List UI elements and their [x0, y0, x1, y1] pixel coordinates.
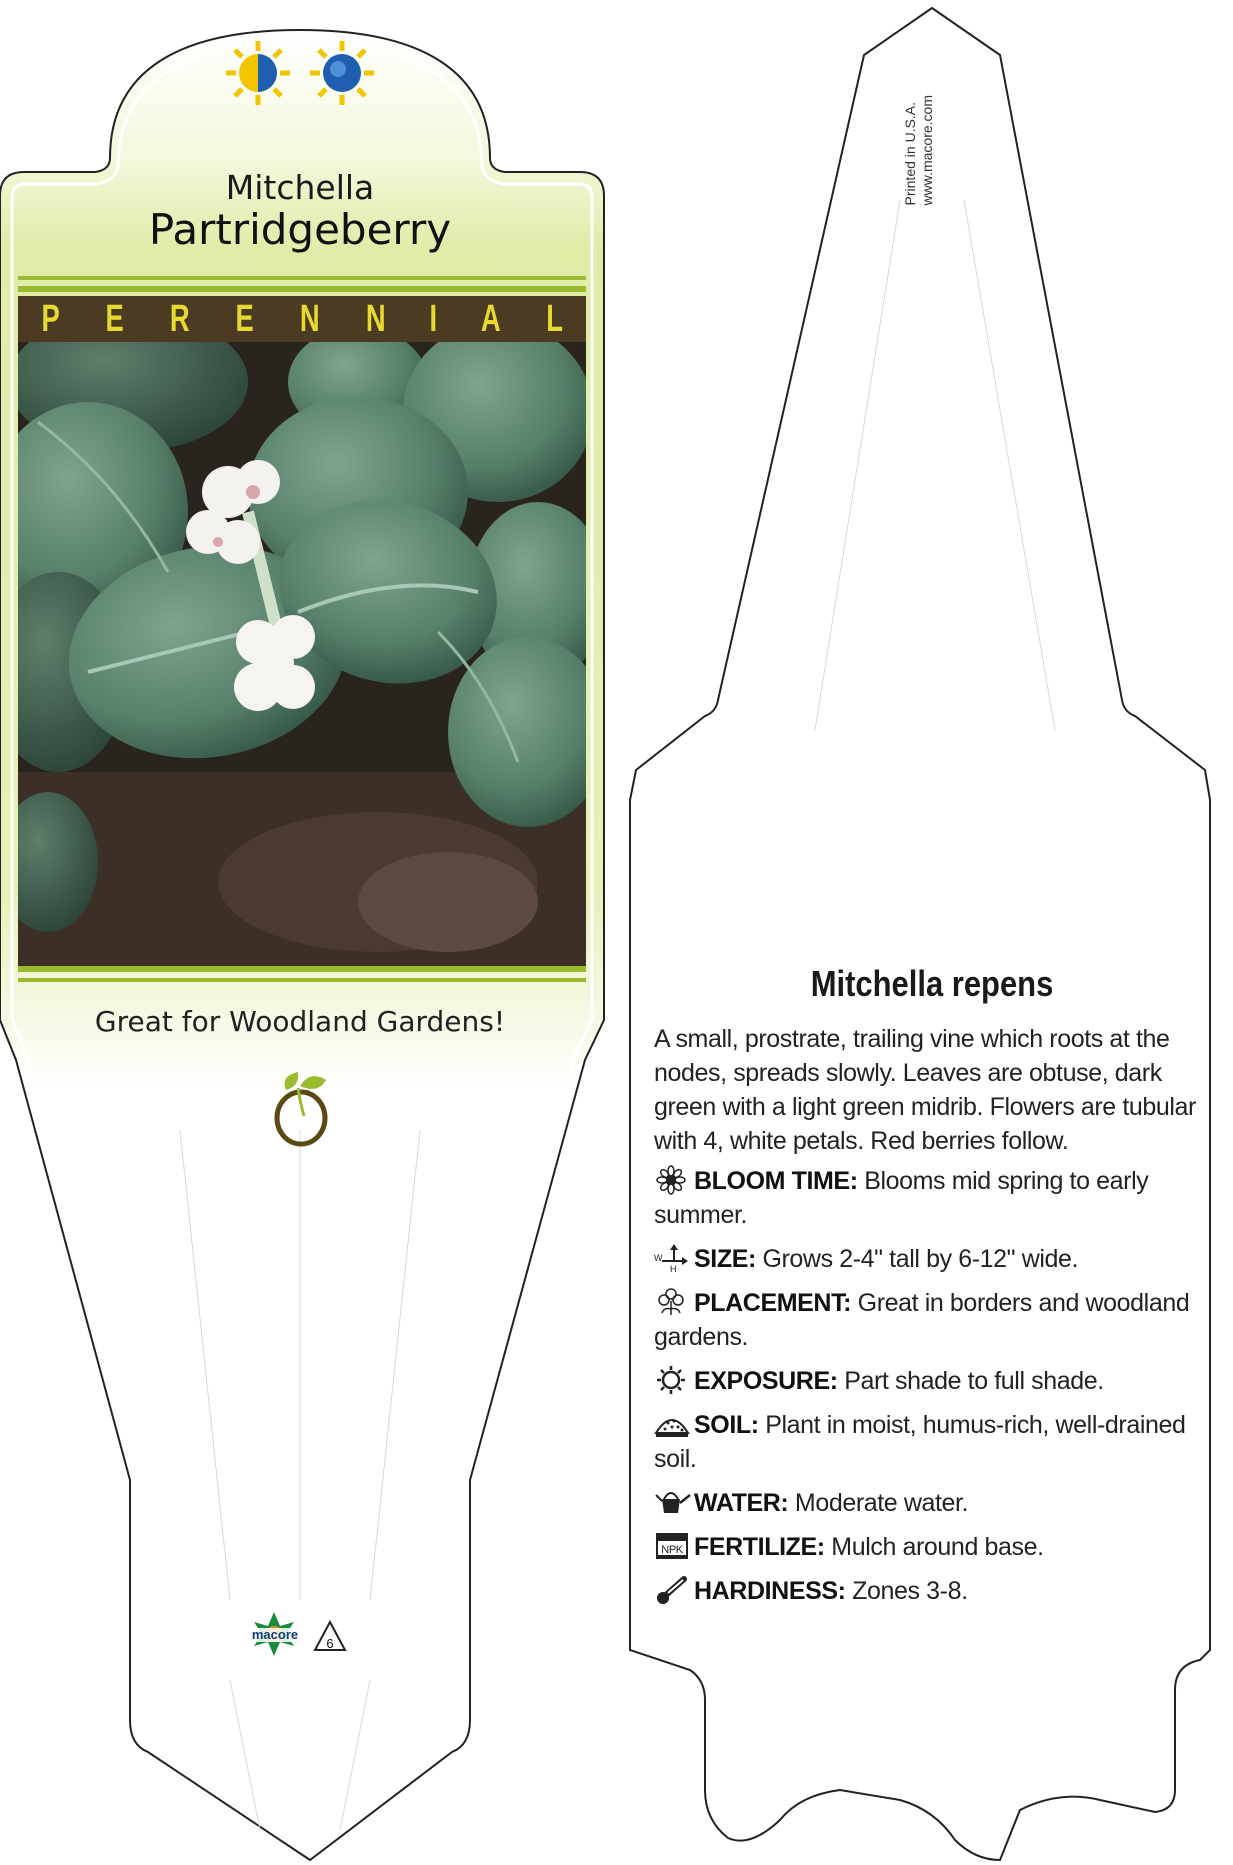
category-letter: L [545, 297, 563, 340]
recycle-number: 6 [326, 1636, 334, 1651]
svg-text:NPK: NPK [661, 1544, 683, 1556]
attribute-value: Great in borders and woodland gardens. [654, 1289, 1190, 1351]
category-letter: E [105, 297, 124, 340]
size-icon [654, 1243, 692, 1273]
attribute-value: Blooms mid spring to early summer. [654, 1167, 1149, 1229]
attribute-value: Plant in moist, humus-rich, well-drained soil. [654, 1411, 1186, 1473]
attribute-value: Mulch around base. [831, 1533, 1044, 1561]
category-letter: N [365, 297, 386, 340]
printed-country: Printed in U.S.A. [902, 101, 918, 206]
attribute-label: SOIL: [694, 1411, 759, 1439]
npk-icon [654, 1531, 692, 1561]
watering-can-icon [654, 1487, 692, 1517]
plant-details [654, 1022, 1219, 1618]
macore-brand-text: macore [251, 1627, 299, 1642]
attribute-water [654, 1486, 1219, 1520]
attribute-hardiness [654, 1574, 1219, 1608]
category-letter: R [169, 297, 190, 340]
attribute-value: Grows 2-4" tall by 6-12" wide. [762, 1245, 1079, 1273]
attribute-value: Moderate water. [794, 1489, 969, 1517]
attribute-value: Part shade to full shade. [844, 1367, 1104, 1395]
attribute-label: HARDINESS: [694, 1577, 846, 1605]
botanical-name: Mitchella repens [810, 963, 1054, 1004]
full-shade-icon [302, 40, 382, 106]
category-letter: A [480, 297, 501, 340]
attribute-placement [654, 1286, 1219, 1354]
sprout-logo-icon [270, 1068, 332, 1148]
category-letter: E [235, 297, 254, 340]
attribute-soil [654, 1408, 1219, 1476]
attribute-label: PLACEMENT: [694, 1289, 852, 1317]
category-letter: N [299, 297, 320, 340]
genus-name: Mitchella [225, 168, 375, 207]
common-name: Partridgeberry [148, 205, 452, 254]
plant-photo [18, 342, 586, 966]
category-letter: P [41, 297, 60, 340]
attribute-label: BLOOM TIME: [694, 1167, 858, 1195]
attribute-label: SIZE: [694, 1245, 756, 1273]
placement-icon [654, 1287, 692, 1317]
thermometer-icon [654, 1575, 692, 1605]
svg-text:H: H [670, 1264, 677, 1273]
attribute-value: Zones 3-8. [852, 1577, 968, 1605]
attribute-bloom-time [654, 1164, 1219, 1232]
attribute-label: FERTILIZE: [694, 1533, 825, 1561]
svg-text:W: W [654, 1253, 663, 1263]
part-sun-icon [218, 40, 298, 106]
attribute-label: EXPOSURE: [694, 1367, 838, 1395]
attribute-label: WATER: [694, 1489, 789, 1517]
attribute-fertilize [654, 1530, 1219, 1564]
category-band [18, 296, 586, 342]
printed-info [902, 95, 936, 205]
macore-logo-icon [244, 1608, 354, 1664]
category-letter: I [429, 297, 437, 340]
printed-website: www.macore.com [919, 95, 935, 206]
flower-icon [654, 1165, 692, 1195]
tagline: Great for Woodland Gardens! [94, 1005, 506, 1038]
sun-icon [654, 1365, 692, 1395]
soil-icon [654, 1409, 692, 1439]
attribute-size [654, 1242, 1219, 1276]
plant-description: A small, prostrate, trailing vine which roots at the nodes, spreads slowly. Leaves are obtuse, dark green with a light green midrib. Flowers are tubular with 4, white petals. Red berries follow. [654, 1025, 1196, 1155]
attribute-exposure [654, 1364, 1219, 1398]
